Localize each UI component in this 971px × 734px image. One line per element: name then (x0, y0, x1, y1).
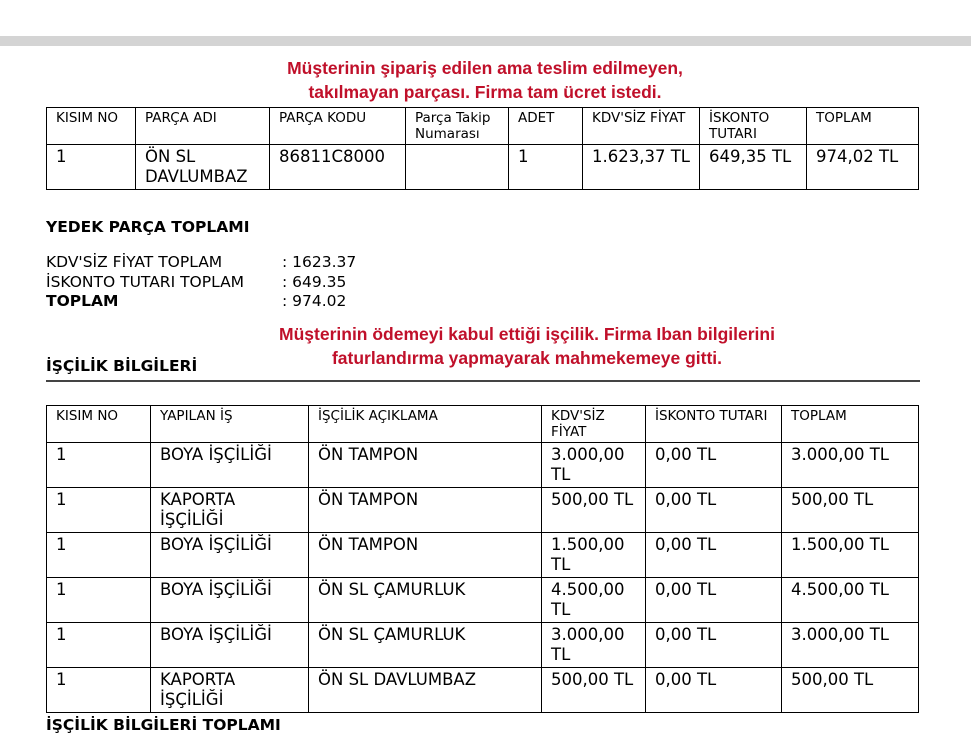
table-cell: 0,00 TL (646, 578, 782, 623)
table-cell: BOYA İŞÇİLİĞİ (151, 533, 309, 578)
parts-annotation-note (150, 56, 820, 104)
table-cell: 500,00 TL (782, 488, 919, 533)
table-cell: ÖN SL ÇAMURLUK (309, 623, 542, 668)
summary-value: : 974.02 (282, 292, 347, 310)
table-cell: ÖN SL ÇAMURLUK (309, 578, 542, 623)
table-cell: 500,00 TL (542, 668, 646, 713)
summary-label: TOPLAM (46, 292, 119, 310)
column-header: İSKONTO TUTARI (700, 108, 807, 145)
table-cell: 3.000,00 TL (782, 623, 919, 668)
table-cell: 500,00 TL (542, 488, 646, 533)
table-cell: 649,35 TL (700, 145, 807, 190)
table-cell: 3.000,00 TL (782, 443, 919, 488)
labor-table-header (47, 406, 919, 443)
column-header: YAPILAN İŞ (151, 406, 309, 443)
table-cell: 1 (47, 623, 151, 668)
labor-annotation-note (200, 322, 854, 370)
table-cell: ÖN TAMPON (309, 443, 542, 488)
table-cell: KAPORTA İŞÇİLİĞİ (151, 668, 309, 713)
table-cell: BOYA İŞÇİLİĞİ (151, 443, 309, 488)
column-header: TOPLAM (807, 108, 919, 145)
labor-section-title: İŞÇİLİK BİLGİLERİ (46, 357, 198, 375)
table-row (47, 443, 919, 488)
table-row (47, 578, 919, 623)
column-header: TOPLAM (782, 406, 919, 443)
summary-row-price (46, 253, 356, 273)
table-cell: 1.623,37 TL (583, 145, 700, 190)
table-cell: 3.000,00 TL (542, 443, 646, 488)
table-row (47, 623, 919, 668)
table-cell: 4.500,00 TL (782, 578, 919, 623)
column-header: İSKONTO TUTARI (646, 406, 782, 443)
table-cell: 1 (47, 668, 151, 713)
parts-note-line2: takılmayan parçası. Firma tam ücret istedi. (308, 82, 662, 102)
table-cell: 500,00 TL (782, 668, 919, 713)
table-cell: 0,00 TL (646, 488, 782, 533)
table-row (47, 488, 919, 533)
labor-note-line2: faturlandırma yapmayarak mahmekemeye gitti. (331, 348, 723, 368)
table-cell: BOYA İŞÇİLİĞİ (151, 578, 309, 623)
parts-table (46, 107, 919, 190)
parts-table-header (47, 108, 919, 145)
table-cell: 4.500,00 TL (542, 578, 646, 623)
top-gray-bar (0, 36, 971, 46)
table-cell: 0,00 TL (646, 443, 782, 488)
table-cell: 0,00 TL (646, 668, 782, 713)
section-divider (46, 380, 920, 382)
table-cell: KAPORTA İŞÇİLİĞİ (151, 488, 309, 533)
table-cell: 0,00 TL (646, 623, 782, 668)
table-row (47, 533, 919, 578)
table-cell: 3.000,00 TL (542, 623, 646, 668)
table-cell: 86811C8000 (270, 145, 406, 190)
summary-value: : 1623.37 (282, 253, 357, 271)
table-cell: 1.500,00 TL (782, 533, 919, 578)
table-cell: 1.500,00 TL (542, 533, 646, 578)
table-cell: 1 (47, 443, 151, 488)
summary-label: İSKONTO TUTARI TOPLAM (46, 272, 245, 291)
summary-row-discount (46, 273, 356, 293)
table-cell: 1 (47, 145, 136, 190)
table-cell: ÖN TAMPON (309, 488, 542, 533)
labor-table (46, 405, 919, 713)
table-row (47, 145, 919, 190)
parts-note-line1: Müşterinin şipariş edilen ama teslim edilmeyen, (287, 58, 683, 78)
table-cell: 1 (509, 145, 583, 190)
labor-note-line1: Müşterinin ödemeyi kabul ettiği işçilik. Firma Iban bilgilerini (279, 324, 775, 344)
table-row (47, 668, 919, 713)
table-cell: 974,02 TL (807, 145, 919, 190)
column-header: Parça Takip Numarası (406, 108, 509, 145)
parts-total-title: YEDEK PARÇA TOPLAMI (46, 218, 250, 236)
table-cell: ÖN SL DAVLUMBAZ (136, 145, 270, 190)
table-cell: ÖN TAMPON (309, 533, 542, 578)
table-cell: 0,00 TL (646, 533, 782, 578)
summary-label: KDV'SİZ FİYAT TOPLAM (46, 253, 223, 271)
column-header: ADET (509, 108, 583, 145)
labor-total-title: İŞÇİLİK BİLGİLERİ TOPLAMI (46, 716, 281, 734)
parts-summary (46, 253, 356, 312)
table-cell: ÖN SL DAVLUMBAZ (309, 668, 542, 713)
column-header: İŞÇİLİK AÇIKLAMA (309, 406, 542, 443)
column-header: KISIM NO (47, 406, 151, 443)
column-header: PARÇA ADI (136, 108, 270, 145)
column-header: KISIM NO (47, 108, 136, 145)
table-cell: 1 (47, 578, 151, 623)
column-header: KDV'SİZ FİYAT (583, 108, 700, 145)
column-header: PARÇA KODU (270, 108, 406, 145)
table-cell (406, 145, 509, 190)
summary-value: : 649.35 (282, 272, 347, 291)
summary-row-total (46, 292, 356, 312)
table-cell: BOYA İŞÇİLİĞİ (151, 623, 309, 668)
table-cell: 1 (47, 488, 151, 533)
table-cell: 1 (47, 533, 151, 578)
column-header: KDV'SİZ FİYAT (542, 406, 646, 443)
